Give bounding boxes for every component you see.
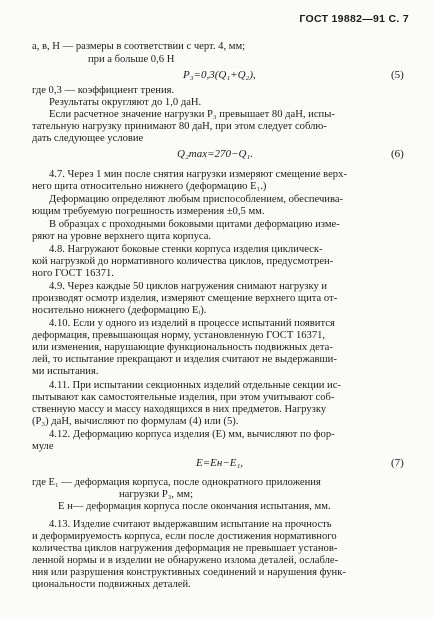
text-line: деформация, превышающая норму, установленную ГОСТ 16371, xyxy=(32,330,326,341)
text-line: а, в, Н — размеры в соответствии с черт. 4, мм; xyxy=(32,41,246,52)
text-line: (P₃) даН, вычисляют по формулам (4) или (5). xyxy=(32,416,239,427)
formula-6: Q₂max=270−Q₁. xyxy=(177,148,253,160)
text-line: 4.9. Через каждые 50 циклов нагружения снимают нагрузку и xyxy=(49,281,328,292)
formula-7: E=Eн−E₁, xyxy=(196,457,244,469)
text-line: и деформируемость корпуса, если после достижения нормативного xyxy=(32,531,337,542)
text-line: ного ГОСТ 16371. xyxy=(32,268,114,279)
text-line: Деформацию определяют любым приспособлением, обеспечива- xyxy=(49,194,344,205)
equation-number-5: (5) xyxy=(391,69,404,81)
equation-number-7: (7) xyxy=(391,457,404,469)
text-line: где 0,3 — коэффициент трения. xyxy=(32,85,175,96)
text-line: носительно нижнего (деформацию Eᵢ). xyxy=(32,305,207,316)
text-line: Результаты округляют до 1,0 даН. xyxy=(49,97,202,108)
text-line: кой нагрузкой до нормативного количества циклов, предусмотрен- xyxy=(32,256,334,267)
text-line: 4.7. Через 1 мин после снятия нагрузки измеряют смещение верх- xyxy=(49,169,347,180)
text-line: ственную массу и массу находящихся в них предметов. Нагрузку xyxy=(32,404,327,415)
text-line: или изменения, нарушающие функциональность подвижных дета- xyxy=(32,342,333,353)
text-line: 4.11. При испытании секционных изделий отдельные секции ис- xyxy=(49,380,341,391)
text-line: лей, то испытание прекращают и изделия считают не выдержавши- xyxy=(32,354,337,365)
text-line: муле xyxy=(32,441,54,452)
text-line: ния или разрушения конструктивных соединений и нарушения функ- xyxy=(32,567,346,578)
equation-number-6: (6) xyxy=(391,148,404,160)
text-line: В образцах с проходными боковыми щитами деформацию изме- xyxy=(49,219,340,230)
page-header: ГОСТ 19882—91 С. 7 xyxy=(299,13,409,25)
text-line: нагрузки P₃, мм; xyxy=(119,489,194,500)
text-line: 4.10. Если у одного из изделий в процессе испытаний появится xyxy=(49,318,335,329)
text-line: количества циклов нагружения деформация не превышает установ- xyxy=(32,543,338,554)
text-line: него щита относительно нижнего (деформацию E₁.) xyxy=(32,181,267,192)
text-line: 4.8. Нагружают боковые стенки корпуса изделия циклическ- xyxy=(49,244,323,255)
text-line: где E₁ — деформация корпуса, после однократного приложения xyxy=(32,477,321,488)
text-line: циональности подвижных деталей. xyxy=(32,579,191,590)
text-line: E н— деформация корпуса после окончания испытания, мм. xyxy=(58,501,331,512)
text-line: пытывают как самостоятельные изделия, при этом учитывают соб- xyxy=(32,392,335,403)
text-line: при а больше 0,6 Н xyxy=(88,54,175,65)
text-line: тательную нагрузку принимают 80 даН, при этом следует соблю- xyxy=(32,121,327,132)
text-line: ленной нормы и в изделии не обнаружено излома деталей, ослабле- xyxy=(32,555,339,566)
text-line: Если расчетное значение нагрузки P₃ превышает 80 даН, испы- xyxy=(49,109,335,120)
text-line: ряют на уровне верхнего щита корпуса. xyxy=(32,231,212,242)
text-line: дать следующее условие xyxy=(32,133,144,144)
formula-5: P₃=0,3(Q₁+Q₂), xyxy=(183,69,256,81)
text-line: 4.12. Деформацию корпуса изделия (E) мм, вычисляют по фор- xyxy=(49,429,335,440)
text-line: ми испытания. xyxy=(32,366,99,377)
text-line: 4.13. Изделие считают выдержавшим испытание на прочность xyxy=(49,519,332,530)
text-line: ющим требуемую погрешность измерения ±0,5 мм. xyxy=(32,206,265,217)
text-line: производят осмотр изделия, измеряют смещение верхнего щита от- xyxy=(32,293,338,304)
